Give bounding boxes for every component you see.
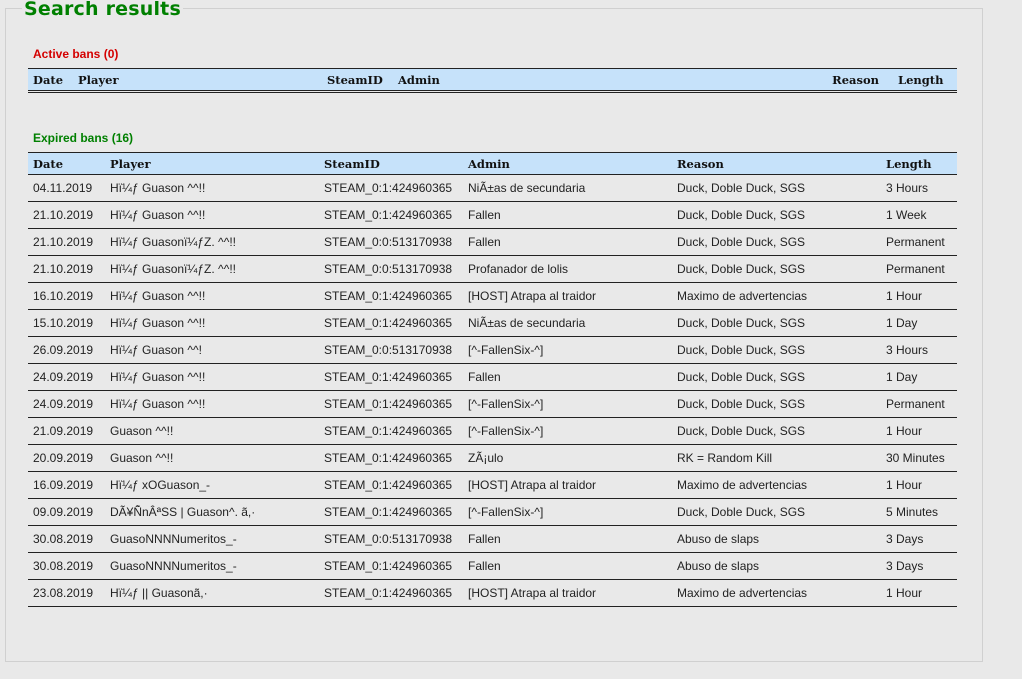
- ban-row: [28, 526, 957, 553]
- column-header-length: Length: [881, 153, 957, 175]
- ban-row: [28, 553, 957, 580]
- steamid-cell: STEAM_0:1:424960365: [319, 580, 463, 607]
- steamid-cell: STEAM_0:1:424960365: [319, 310, 463, 337]
- ban-row: [28, 202, 957, 229]
- column-header-steamid: SteamID: [319, 153, 463, 175]
- admin-cell: [^-FallenSix-^]: [463, 391, 672, 418]
- reason-cell: Abuso de slaps: [672, 553, 881, 580]
- column-header-steamid: SteamID: [322, 69, 393, 91]
- ban-row: [28, 418, 957, 445]
- expired-bans-header-row: [28, 153, 957, 175]
- expired-bans-table: [28, 152, 957, 607]
- steamid-cell: STEAM_0:1:424960365: [319, 445, 463, 472]
- column-header-reason: Reason: [672, 153, 881, 175]
- admin-cell: Fallen: [463, 526, 672, 553]
- date-cell: 30.08.2019: [28, 553, 105, 580]
- column-header-player: Player: [105, 153, 319, 175]
- admin-cell: [HOST] Atrapa al traidor: [463, 580, 672, 607]
- player-cell: Hï¼ƒ xOGuason_-: [105, 472, 319, 499]
- date-cell: 26.09.2019: [28, 337, 105, 364]
- player-cell: Hï¼ƒ Guason ^^!!: [105, 283, 319, 310]
- player-cell: Hï¼ƒ Guason ^^!: [105, 337, 319, 364]
- length-cell: Permanent: [881, 229, 957, 256]
- steamid-cell: STEAM_0:0:513170938: [319, 229, 463, 256]
- reason-cell: Duck, Doble Duck, SGS: [672, 364, 881, 391]
- length-cell: 1 Day: [881, 310, 957, 337]
- admin-cell: [^-FallenSix-^]: [463, 499, 672, 526]
- expired-bans-heading: Expired bans (16): [33, 131, 134, 145]
- column-header-date: Date: [28, 153, 105, 175]
- column-header-reason: Reason: [643, 69, 893, 91]
- date-cell: 09.09.2019: [28, 499, 105, 526]
- active-bans-heading: Active bans (0): [33, 47, 119, 61]
- steamid-cell: STEAM_0:1:424960365: [319, 175, 463, 202]
- reason-cell: Duck, Doble Duck, SGS: [672, 337, 881, 364]
- length-cell: 1 Week: [881, 202, 957, 229]
- ban-row: [28, 229, 957, 256]
- player-cell: Hï¼ƒ Guasonï¼ƒZ. ^^!!: [105, 229, 319, 256]
- admin-cell: Fallen: [463, 202, 672, 229]
- length-cell: 1 Hour: [881, 472, 957, 499]
- date-cell: 16.10.2019: [28, 283, 105, 310]
- admin-cell: NiÃ±as de secundaria: [463, 310, 672, 337]
- steamid-cell: STEAM_0:1:424960365: [319, 499, 463, 526]
- column-header-length: Length: [893, 69, 957, 91]
- date-cell: 30.08.2019: [28, 526, 105, 553]
- length-cell: 5 Minutes: [881, 499, 957, 526]
- date-cell: 24.09.2019: [28, 364, 105, 391]
- admin-cell: [HOST] Atrapa al traidor: [463, 472, 672, 499]
- admin-cell: ZÃ¡ulo: [463, 445, 672, 472]
- column-header-admin: Admin: [463, 153, 672, 175]
- player-cell: GuasoNNNNumeritos_-: [105, 553, 319, 580]
- date-cell: 20.09.2019: [28, 445, 105, 472]
- reason-cell: Duck, Doble Duck, SGS: [672, 310, 881, 337]
- steamid-cell: STEAM_0:1:424960365: [319, 202, 463, 229]
- reason-cell: Duck, Doble Duck, SGS: [672, 418, 881, 445]
- reason-cell: Maximo de advertencias: [672, 283, 881, 310]
- steamid-cell: STEAM_0:1:424960365: [319, 472, 463, 499]
- active-bans-header-row: [28, 69, 957, 91]
- reason-cell: Maximo de advertencias: [672, 580, 881, 607]
- reason-cell: Duck, Doble Duck, SGS: [672, 175, 881, 202]
- length-cell: 1 Hour: [881, 580, 957, 607]
- steamid-cell: STEAM_0:1:424960365: [319, 364, 463, 391]
- admin-cell: [HOST] Atrapa al traidor: [463, 283, 672, 310]
- length-cell: 1 Day: [881, 364, 957, 391]
- length-cell: Permanent: [881, 256, 957, 283]
- admin-cell: [^-FallenSix-^]: [463, 337, 672, 364]
- ban-row: [28, 283, 957, 310]
- date-cell: 04.11.2019: [28, 175, 105, 202]
- player-cell: Guason ^^!!: [105, 418, 319, 445]
- player-cell: GuasoNNNNumeritos_-: [105, 526, 319, 553]
- player-cell: Hï¼ƒ Guasonï¼ƒZ. ^^!!: [105, 256, 319, 283]
- column-header-player: Player: [73, 69, 322, 91]
- date-cell: 16.09.2019: [28, 472, 105, 499]
- date-cell: 21.10.2019: [28, 202, 105, 229]
- date-cell: 21.10.2019: [28, 256, 105, 283]
- steamid-cell: STEAM_0:1:424960365: [319, 391, 463, 418]
- ban-row: [28, 391, 957, 418]
- length-cell: 3 Hours: [881, 337, 957, 364]
- date-cell: 21.10.2019: [28, 229, 105, 256]
- length-cell: 3 Days: [881, 526, 957, 553]
- ban-row: [28, 580, 957, 607]
- admin-cell: NiÃ±as de secundaria: [463, 175, 672, 202]
- expired-bans-body: [28, 175, 957, 607]
- player-cell: DÃ¥Ñ̂nÂªSS | Guason^. ã,·: [105, 499, 319, 526]
- active-bans-empty-row: [28, 91, 957, 93]
- steamid-cell: STEAM_0:1:424960365: [319, 283, 463, 310]
- reason-cell: Abuso de slaps: [672, 526, 881, 553]
- length-cell: 30 Minutes: [881, 445, 957, 472]
- reason-cell: Duck, Doble Duck, SGS: [672, 202, 881, 229]
- active-bans-table: [28, 68, 957, 93]
- ban-row: [28, 175, 957, 202]
- length-cell: 1 Hour: [881, 283, 957, 310]
- player-cell: Hï¼ƒ Guason ^^!!: [105, 310, 319, 337]
- ban-row: [28, 256, 957, 283]
- ban-row: [28, 499, 957, 526]
- reason-cell: Duck, Doble Duck, SGS: [672, 229, 881, 256]
- reason-cell: Duck, Doble Duck, SGS: [672, 391, 881, 418]
- admin-cell: [^-FallenSix-^]: [463, 418, 672, 445]
- date-cell: 21.09.2019: [28, 418, 105, 445]
- player-cell: Hï¼ƒ Guason ^^!!: [105, 391, 319, 418]
- length-cell: 3 Hours: [881, 175, 957, 202]
- steamid-cell: STEAM_0:1:424960365: [319, 553, 463, 580]
- admin-cell: Fallen: [463, 553, 672, 580]
- ban-row: [28, 337, 957, 364]
- date-cell: 15.10.2019: [28, 310, 105, 337]
- admin-cell: Fallen: [463, 364, 672, 391]
- reason-cell: RK = Random Kill: [672, 445, 881, 472]
- player-cell: Hï¼ƒ Guason ^^!!: [105, 202, 319, 229]
- column-header-date: Date: [28, 69, 73, 91]
- steamid-cell: STEAM_0:1:424960365: [319, 418, 463, 445]
- length-cell: 3 Days: [881, 553, 957, 580]
- reason-cell: Duck, Doble Duck, SGS: [672, 256, 881, 283]
- page-title: Search results: [24, 0, 181, 20]
- admin-cell: Profanador de lolis: [463, 256, 672, 283]
- ban-row: [28, 445, 957, 472]
- date-cell: 23.08.2019: [28, 580, 105, 607]
- player-cell: Guason ^^!!: [105, 445, 319, 472]
- player-cell: Hï¼ƒ || Guasonã,·: [105, 580, 319, 607]
- steamid-cell: STEAM_0:0:513170938: [319, 526, 463, 553]
- player-cell: Hï¼ƒ Guason ^^!!: [105, 175, 319, 202]
- ban-row: [28, 310, 957, 337]
- admin-cell: Fallen: [463, 229, 672, 256]
- column-header-admin: Admin: [393, 69, 643, 91]
- reason-cell: Duck, Doble Duck, SGS: [672, 499, 881, 526]
- ban-row: [28, 364, 957, 391]
- steamid-cell: STEAM_0:0:513170938: [319, 337, 463, 364]
- length-cell: Permanent: [881, 391, 957, 418]
- player-cell: Hï¼ƒ Guason ^^!!: [105, 364, 319, 391]
- length-cell: 1 Hour: [881, 418, 957, 445]
- reason-cell: Maximo de advertencias: [672, 472, 881, 499]
- ban-row: [28, 472, 957, 499]
- date-cell: 24.09.2019: [28, 391, 105, 418]
- steamid-cell: STEAM_0:0:513170938: [319, 256, 463, 283]
